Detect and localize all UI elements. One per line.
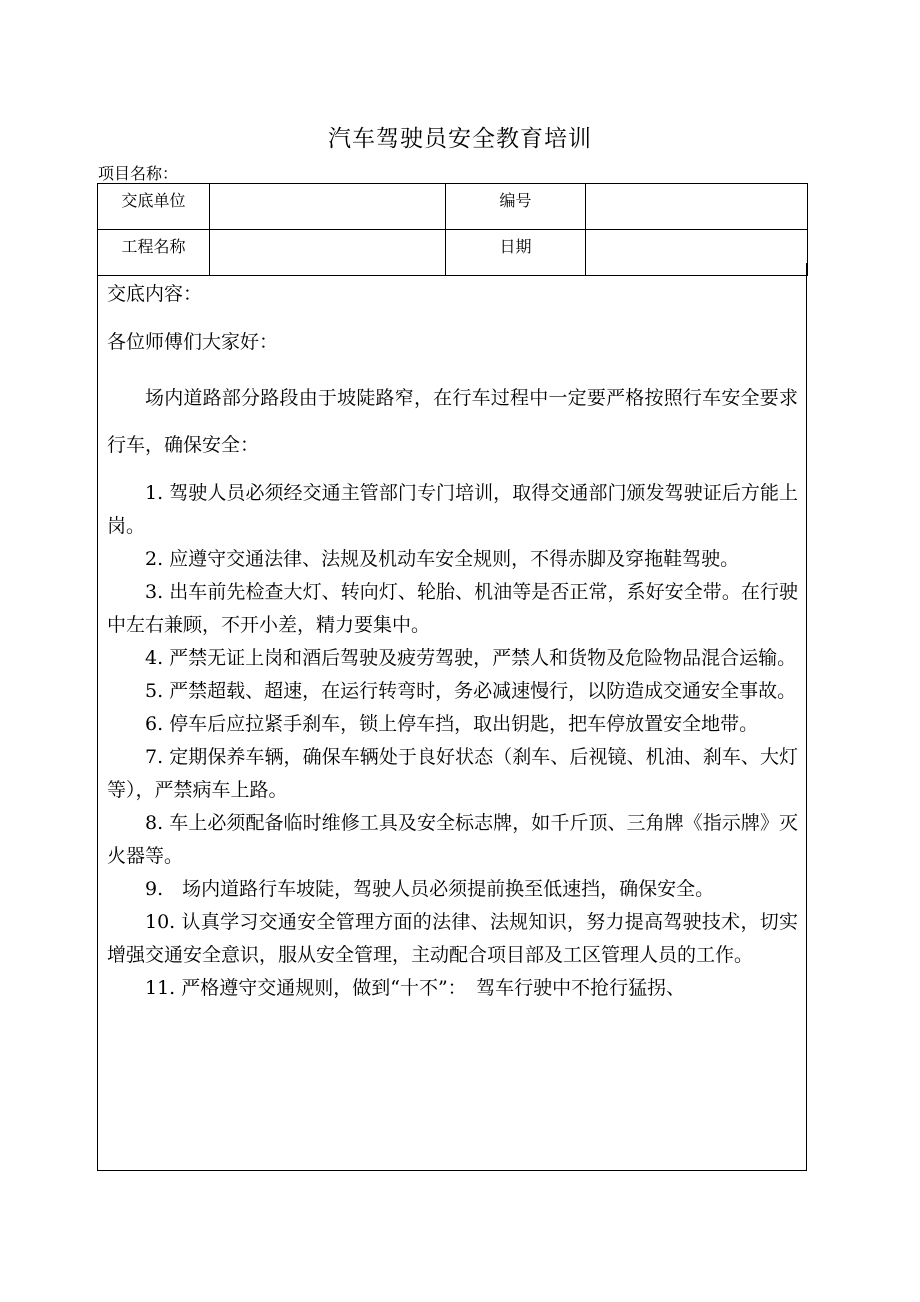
rule-item: 8. 车上必须配备临时维修工具及安全标志牌，如千斤顶、三角牌《指示牌》灭火器等。 <box>107 812 798 867</box>
disclosure-content-box <box>97 263 807 1171</box>
header-row-unit <box>98 184 808 230</box>
rule-item: 1. 驾驶人员必须经交通主管部门专门培训，取得交通部门颁发驾驶证后方能上岗。 <box>107 482 798 537</box>
rule-item: 2. 应遵守交通法律、法规及机动车安全规则，不得赤脚及穿拖鞋驾驶。 <box>145 548 740 570</box>
rule-item: 11. 严格遵守交通规则，做到“十不”： 驾车行驶中不抢行猛拐、 <box>145 977 686 999</box>
rule-item: 9. 场内道路行车坡陡，驾驶人员必须提前换至低速挡，确保安全。 <box>145 878 715 900</box>
content-heading: 交底内容： <box>107 283 203 305</box>
rule-item: 3. 出车前先检查大灯、转向灯、轮胎、机油等是否正常，系好安全带。在行驶中左右兼顾，不开小差，精力要集中。 <box>107 581 798 636</box>
disclosure-unit-value <box>210 184 446 230</box>
project-name-label: 项目名称： <box>98 164 179 183</box>
date-label: 日期 <box>446 230 586 276</box>
document-title: 汽车驾驶员安全教育培训 <box>328 126 592 152</box>
project-name-cell-label: 工程名称 <box>98 230 210 276</box>
greeting-line: 各位师傅们大家好： <box>107 331 279 353</box>
rule-item: 6. 停车后应拉紧手刹车，锁上停车挡，取出钥匙，把车停放置安全地带。 <box>145 713 759 735</box>
rule-item: 5. 严禁超载、超速，在运行转弯时，务必减速慢行，以防造成交通安全事故。 <box>145 680 797 702</box>
rule-item: 7. 定期保养车辆，确保车辆处于良好状态（刹车、后视镜、机油、刹车、大灯等），严禁病车上路。 <box>107 746 798 801</box>
rules-list <box>107 477 798 1005</box>
rule-item: 10. 认真学习交通安全管理方面的法律、法规知识，努力提高驾驶技术，切实增强交通安全意识，服从安全管理，主动配合项目部及工区管理人员的工作。 <box>107 911 798 966</box>
rule-item: 4. 严禁无证上岗和酒后驾驶及疲劳驾驶，严禁人和货物及危险物品混合运输。 <box>145 647 797 669</box>
serial-number-value <box>586 184 808 230</box>
serial-number-label: 编号 <box>446 184 586 230</box>
intro-paragraph: 场内道路部分路段由于坡陡路窄，在行车过程中一定要严格按照行车安全要求行车，确保安全： <box>107 387 798 456</box>
disclosure-unit-label: 交底单位 <box>98 184 210 230</box>
